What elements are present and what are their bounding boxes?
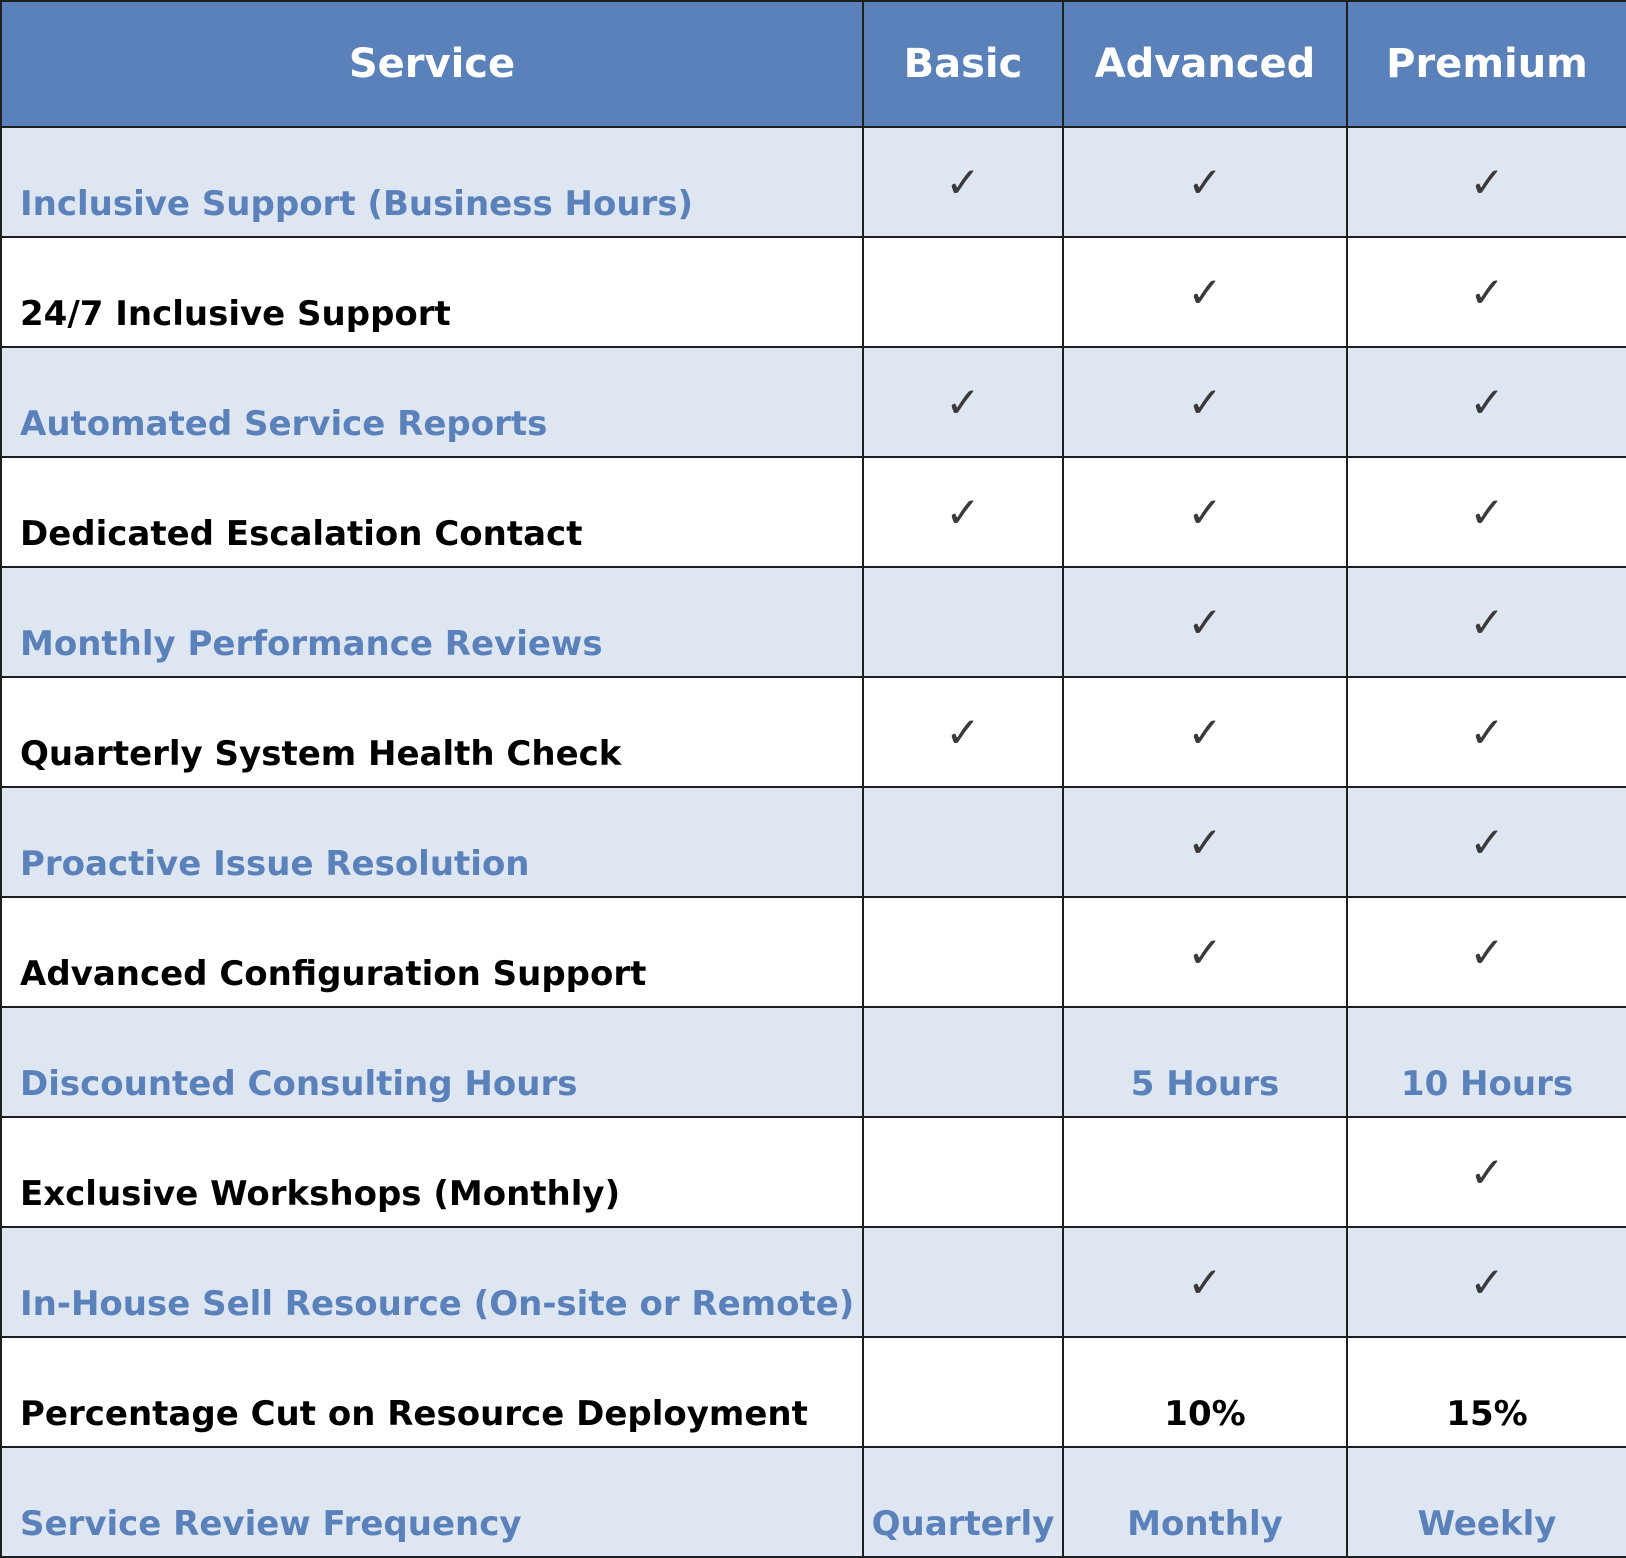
advanced-cell — [1063, 127, 1347, 237]
table-header — [1, 1, 1626, 127]
checkmark-icon: ✓ — [1187, 158, 1223, 207]
table-row — [1, 457, 1626, 567]
premium-value: Weekly — [1417, 1504, 1557, 1544]
premium-cell — [1347, 567, 1626, 677]
checkmark-icon: ✓ — [1187, 378, 1223, 427]
service-name: 24/7 Inclusive Support — [20, 294, 451, 334]
advanced-cell — [1063, 1007, 1347, 1117]
checkmark-icon: ✓ — [945, 488, 981, 537]
service-name-cell — [1, 237, 863, 347]
service-name: Monthly Performance Reviews — [20, 624, 603, 664]
service-name-cell — [1, 897, 863, 1007]
checkmark-icon: ✓ — [1187, 598, 1223, 647]
premium-cell — [1347, 1007, 1626, 1117]
basic-cell — [863, 347, 1063, 457]
table-row — [1, 1117, 1626, 1227]
checkmark-icon: ✓ — [1469, 158, 1505, 207]
checkmark-icon: ✓ — [1187, 268, 1223, 317]
header-advanced: Advanced — [1063, 1, 1347, 127]
advanced-value: 5 Hours — [1130, 1064, 1280, 1104]
service-name-cell — [1, 677, 863, 787]
premium-cell — [1347, 1337, 1626, 1447]
checkmark-icon: ✓ — [1469, 598, 1505, 647]
premium-cell — [1347, 127, 1626, 237]
basic-cell — [863, 1227, 1063, 1337]
basic-cell — [863, 1337, 1063, 1447]
service-name: Service Review Frequency — [20, 1504, 522, 1544]
table-row — [1, 1007, 1626, 1117]
premium-cell — [1347, 347, 1626, 457]
basic-cell — [863, 897, 1063, 1007]
service-name-cell — [1, 347, 863, 457]
service-name: Discounted Consulting Hours — [20, 1064, 578, 1104]
checkmark-icon: ✓ — [1469, 488, 1505, 537]
premium-cell — [1347, 457, 1626, 567]
advanced-cell — [1063, 787, 1347, 897]
premium-value: 15% — [1446, 1394, 1528, 1434]
advanced-value: Monthly — [1127, 1504, 1283, 1544]
checkmark-icon: ✓ — [1469, 708, 1505, 757]
advanced-value: 10% — [1164, 1394, 1246, 1434]
checkmark-icon: ✓ — [1469, 268, 1505, 317]
checkmark-icon: ✓ — [1187, 1258, 1223, 1307]
table-row — [1, 677, 1626, 787]
basic-cell — [863, 127, 1063, 237]
service-name-cell — [1, 1007, 863, 1117]
checkmark-icon: ✓ — [1469, 818, 1505, 867]
service-name-cell — [1, 457, 863, 567]
service-name-cell — [1, 1447, 863, 1557]
table-row — [1, 567, 1626, 677]
table-row — [1, 897, 1626, 1007]
premium-cell — [1347, 1117, 1626, 1227]
service-name-cell — [1, 127, 863, 237]
advanced-cell — [1063, 897, 1347, 1007]
advanced-cell — [1063, 1227, 1347, 1337]
advanced-cell — [1063, 677, 1347, 787]
basic-cell — [863, 677, 1063, 787]
premium-value: 10 Hours — [1400, 1064, 1574, 1104]
table-row — [1, 347, 1626, 457]
advanced-cell — [1063, 1117, 1347, 1227]
premium-cell — [1347, 787, 1626, 897]
checkmark-icon: ✓ — [945, 158, 981, 207]
basic-cell — [863, 237, 1063, 347]
advanced-cell — [1063, 567, 1347, 677]
header-basic: Basic — [863, 1, 1063, 127]
service-name: Quarterly System Health Check — [20, 734, 622, 774]
advanced-cell — [1063, 1337, 1347, 1447]
service-name-cell — [1, 567, 863, 677]
service-name: Proactive Issue Resolution — [20, 844, 530, 884]
advanced-cell — [1063, 1447, 1347, 1557]
basic-cell — [863, 567, 1063, 677]
checkmark-icon: ✓ — [945, 708, 981, 757]
checkmark-icon: ✓ — [1469, 928, 1505, 977]
checkmark-icon: ✓ — [1187, 928, 1223, 977]
premium-cell — [1347, 1447, 1626, 1557]
table-row — [1, 237, 1626, 347]
table-row — [1, 1447, 1626, 1557]
checkmark-icon: ✓ — [1469, 1148, 1505, 1197]
service-name-cell — [1, 1227, 863, 1337]
basic-value: Quarterly — [871, 1504, 1055, 1544]
service-name: Percentage Cut on Resource Deployment — [20, 1394, 808, 1434]
service-name: Advanced Configuration Support — [20, 954, 647, 994]
checkmark-icon: ✓ — [1469, 1258, 1505, 1307]
advanced-cell — [1063, 347, 1347, 457]
service-name: In-House Sell Resource (On-site or Remote) — [20, 1284, 855, 1324]
checkmark-icon: ✓ — [945, 378, 981, 427]
premium-cell — [1347, 237, 1626, 347]
table-row — [1, 1337, 1626, 1447]
premium-cell — [1347, 677, 1626, 787]
premium-cell — [1347, 1227, 1626, 1337]
table-row — [1, 1227, 1626, 1337]
table-body — [1, 127, 1626, 1557]
service-name-cell — [1, 1337, 863, 1447]
service-name-cell — [1, 787, 863, 897]
service-name-cell — [1, 1117, 863, 1227]
header-service: Service — [1, 1, 863, 127]
basic-cell — [863, 1447, 1063, 1557]
table-row — [1, 787, 1626, 897]
advanced-cell — [1063, 457, 1347, 567]
service-name: Exclusive Workshops (Monthly) — [20, 1174, 621, 1214]
header-row — [1, 1, 1626, 127]
service-name: Dedicated Escalation Contact — [20, 514, 583, 554]
basic-cell — [863, 457, 1063, 567]
checkmark-icon: ✓ — [1469, 378, 1505, 427]
header-premium: Premium — [1347, 1, 1626, 127]
basic-cell — [863, 1007, 1063, 1117]
checkmark-icon: ✓ — [1187, 818, 1223, 867]
table-row — [1, 127, 1626, 237]
premium-cell — [1347, 897, 1626, 1007]
checkmark-icon: ✓ — [1187, 708, 1223, 757]
service-name: Inclusive Support (Business Hours) — [20, 184, 694, 224]
checkmark-icon: ✓ — [1187, 488, 1223, 537]
basic-cell — [863, 1117, 1063, 1227]
service-name: Automated Service Reports — [20, 404, 548, 444]
advanced-cell — [1063, 237, 1347, 347]
basic-cell — [863, 787, 1063, 897]
